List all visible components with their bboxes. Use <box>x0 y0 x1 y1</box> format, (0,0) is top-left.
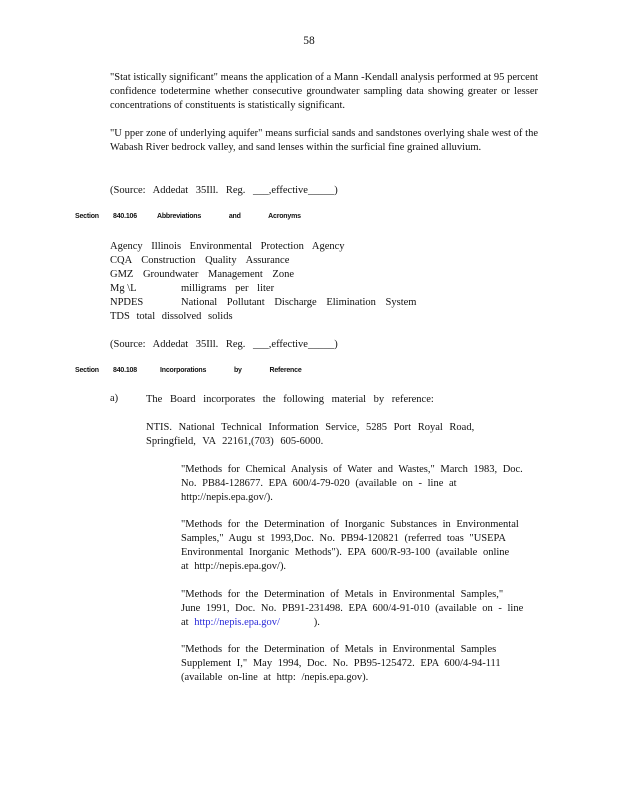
reference-1 <box>181 463 531 505</box>
reference-line: "Methods for the Determination of Metals in Environmental Samples," <box>181 589 504 600</box>
abbreviation-definition: milligrams per liter <box>181 283 275 294</box>
ntis-line: NTIS. National Technical Information Service, 5285 Port Royal Road, <box>146 422 475 433</box>
abbreviation-agency: Agency Illinois Environmental Protection Agency <box>110 241 345 252</box>
epa-link[interactable]: http://nepis.epa.gov/ <box>194 617 280 628</box>
reference-line: "Methods for the Determination of Inorganic Substances in Environmental <box>181 519 519 530</box>
abbreviation-npdes <box>110 296 530 310</box>
abbreviation-term: NPDES <box>110 297 144 308</box>
reference-text: ). <box>313 617 320 628</box>
ntis-line: Springfield, VA 22161,(703) 605-6000. <box>146 436 324 447</box>
ntis-address <box>146 421 480 449</box>
abbreviation-definition: National Pollutant Discharge Elimination System <box>181 297 417 308</box>
definition-statistically-significant: "Stat istically significant" means the application of a Mann -Kendall analysis performed at 95 percent confidence todetermine whether consecutive groundwater sampling data showing greater or lesser concentrations of constituents is statistically significant. <box>110 72 538 111</box>
section-title: Incorporations by Reference <box>160 367 302 374</box>
reference-line: "Methods for the Determination of Metals in Environmental Samples <box>181 644 497 655</box>
abbreviation-term: Mg \L <box>110 283 137 294</box>
source-note: (Source: Addedat 35Ill. Reg. ___,effective_____) <box>110 339 338 350</box>
item-a-text: The Board incorporates the following material by reference: <box>146 394 434 405</box>
reference-4 <box>181 643 531 685</box>
reference-line: No. PB84-128677. EPA 600/4-79-020 (available on - line at <box>181 478 457 489</box>
abbreviation-tds: TDS total dissolved solids <box>110 311 233 322</box>
abbreviation-cqa: CQA Construction Quality Assurance <box>110 255 290 266</box>
definition-upper-zone: "U pper zone of underlying aquifer" means surficial sands and sandstones overlying shale west of the Wabash River bedrock valley, and sand lenses within the surficial fine grained alluvium. <box>110 128 538 153</box>
source-note: (Source: Addedat 35Ill. Reg. ___,effective_____) <box>110 185 338 196</box>
reference-line: Samples," Augu st 1993,Doc. No. PB94-120821 (referred toas "USEPA <box>181 533 506 544</box>
reference-line <box>181 616 531 630</box>
reference-line: at http://nepis.epa.gov/). <box>181 561 287 572</box>
abbreviation-mgl <box>110 282 530 296</box>
reference-line: Supplement I," May 1994, Doc. No. PB95-125472. EPA 600/4-94-111 <box>181 658 501 669</box>
reference-3 <box>181 588 531 630</box>
section-title: Abbreviations and Acronyms <box>157 213 301 220</box>
section-label: Section <box>75 213 99 220</box>
reference-line: June 1991, Doc. No. PB91-231498. EPA 600/4-91-010 (available on - line <box>181 603 524 614</box>
section-number: 840.106 <box>113 213 137 220</box>
abbreviation-list <box>110 240 530 324</box>
reference-line: (available on-line at http: /nepis.epa.gov). <box>181 672 369 683</box>
section-label: Section <box>75 367 99 374</box>
abbreviation-gmz: GMZ Groundwater Management Zone <box>110 269 294 280</box>
section-number: 840.108 <box>113 367 137 374</box>
reference-2 <box>181 518 531 574</box>
reference-line: http://nepis.epa.gov/). <box>181 492 273 503</box>
item-marker: a) <box>110 393 119 404</box>
reference-line: "Methods for Chemical Analysis of Water and Wastes," March 1983, Doc. <box>181 464 523 475</box>
page-number: 58 <box>303 35 315 47</box>
reference-line: Environmental Inorganic Methods"). EPA 600/R-93-100 (available online <box>181 547 510 558</box>
reference-text: at <box>181 617 189 628</box>
